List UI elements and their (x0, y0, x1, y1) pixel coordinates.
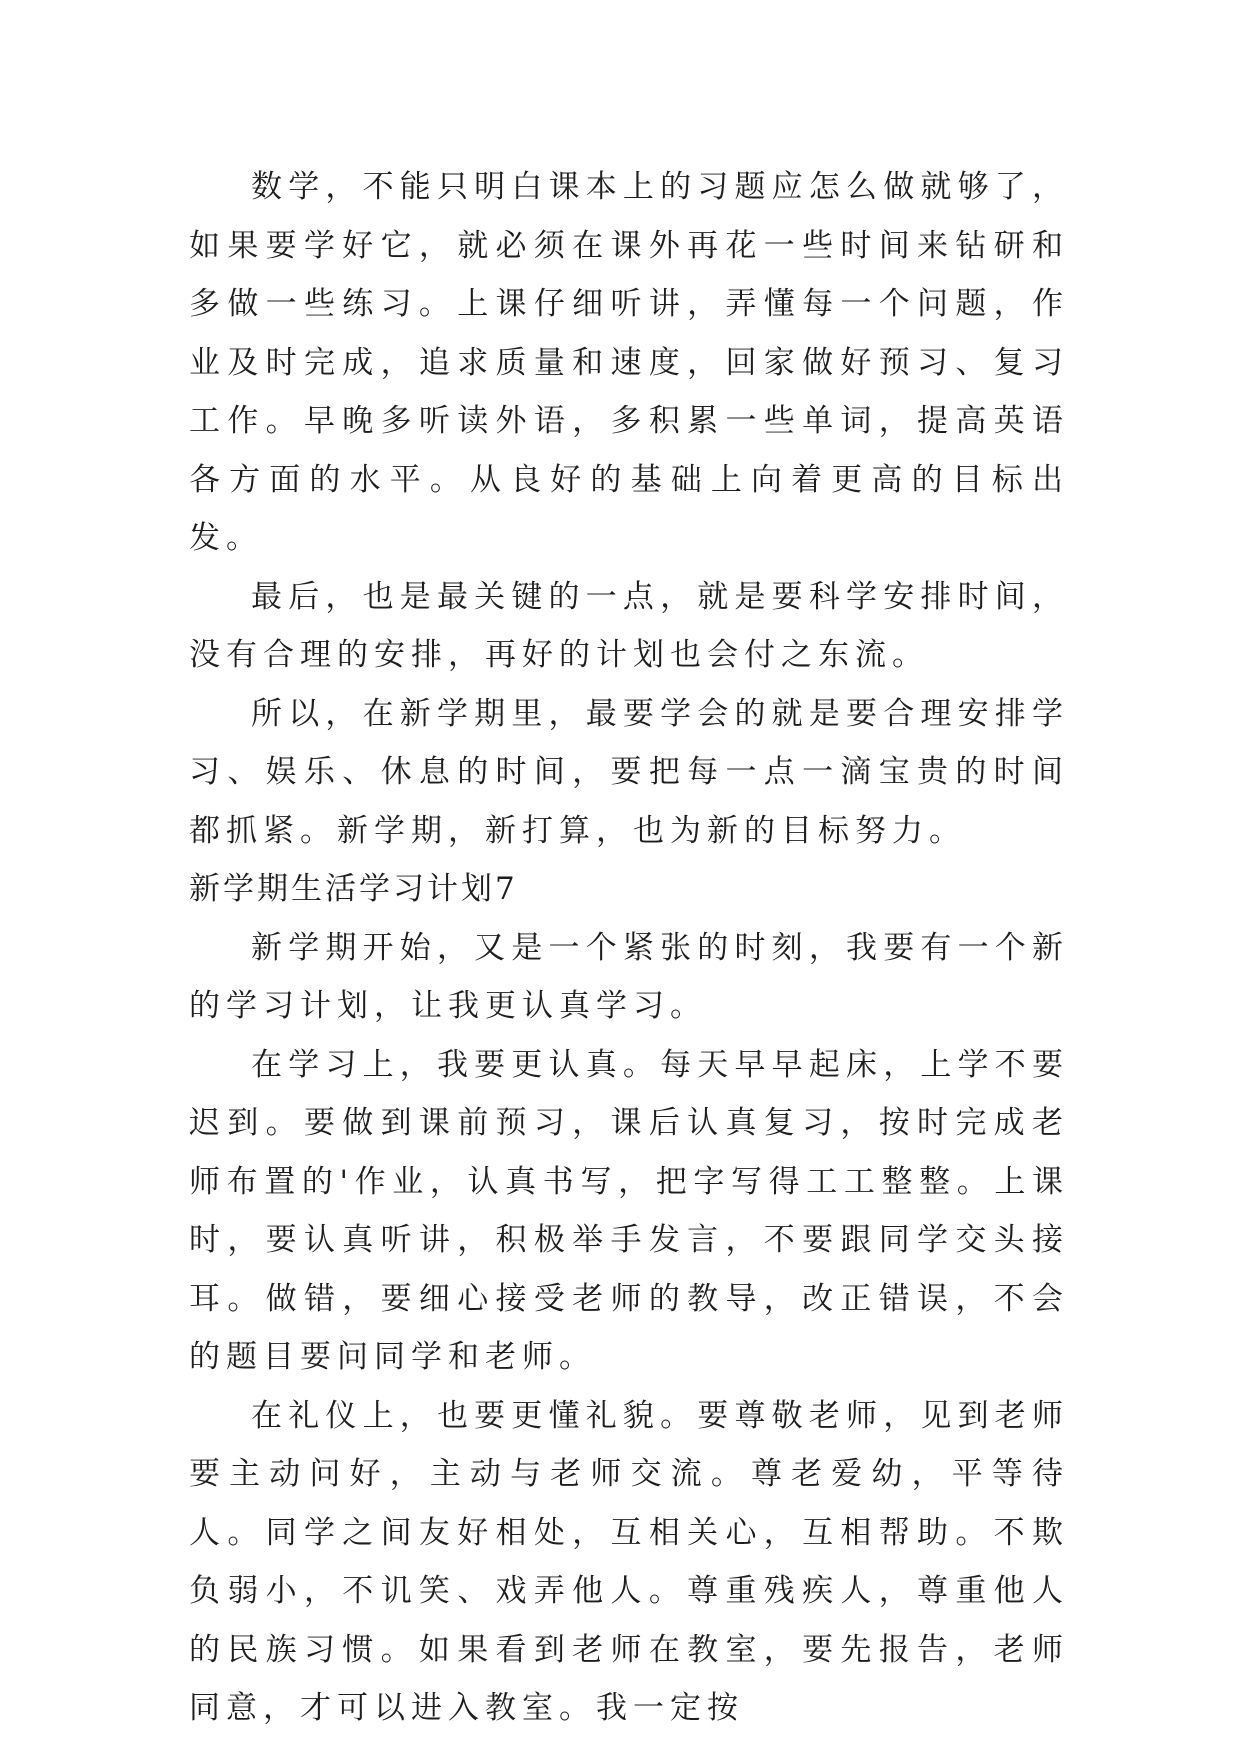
paragraph-conclusion: 所以，在新学期里，最要学会的就是要合理安排学习、娱乐、休息的时间，要把每一点一滴宝贵的时间都抓紧。新学期，新打算，也为新的目标努力。 (189, 695, 1069, 849)
paragraph-etiquette: 在礼仪上，也要更懂礼貌。要尊敬老师，见到老师要主动问好，主动与老师交流。尊老爱幼，平等待人。同学之间友好相处，互相关心，互相帮助。不欺负弱小，不讥笑、戏弄他人。尊重残疾人，尊重他人的民族习惯。如果看到老师在教室，要先报告，老师同意，才可以进入教室。我一定按 (189, 1397, 1069, 1726)
paragraph-study-plan: 在学习上，我要更认真。每天早早起床，上学不要迟到。要做到课前预习，课后认真复习，按时完成老师布置的'作业，认真书写，把字写得工工整整。上课时，要认真听讲，积极举手发言，不要跟同学交头接耳。做错，要细心接受老师的教导，改正错误，不会的题目要问同学和老师。 (189, 1046, 1069, 1375)
section-heading: 新学期生活学习计划7 (189, 871, 518, 907)
paragraph-math-study: 数学，不能只明白课本上的习题应怎么做就够了，如果要学好它，就必须在课外再花一些时间来钻研和多做一些练习。上课仔细听讲，弄懂每一个问题，作业及时完成，追求质量和速度，回家做好预习、复习工作。早晚多听读外语，多积累一些单词，提高英语各方面的水平。从良好的基础上向着更高的目标出发。 (189, 169, 1069, 556)
paragraph-new-semester: 新学期开始，又是一个紧张的时刻，我要有一个新的学习计划，让我更认真学习。 (189, 929, 1069, 1024)
document-body (189, 158, 1069, 1738)
paragraph-time-arrangement: 最后，也是最关键的一点，就是要科学安排时间，没有合理的安排，再好的计划也会付之东流。 (189, 578, 1069, 673)
